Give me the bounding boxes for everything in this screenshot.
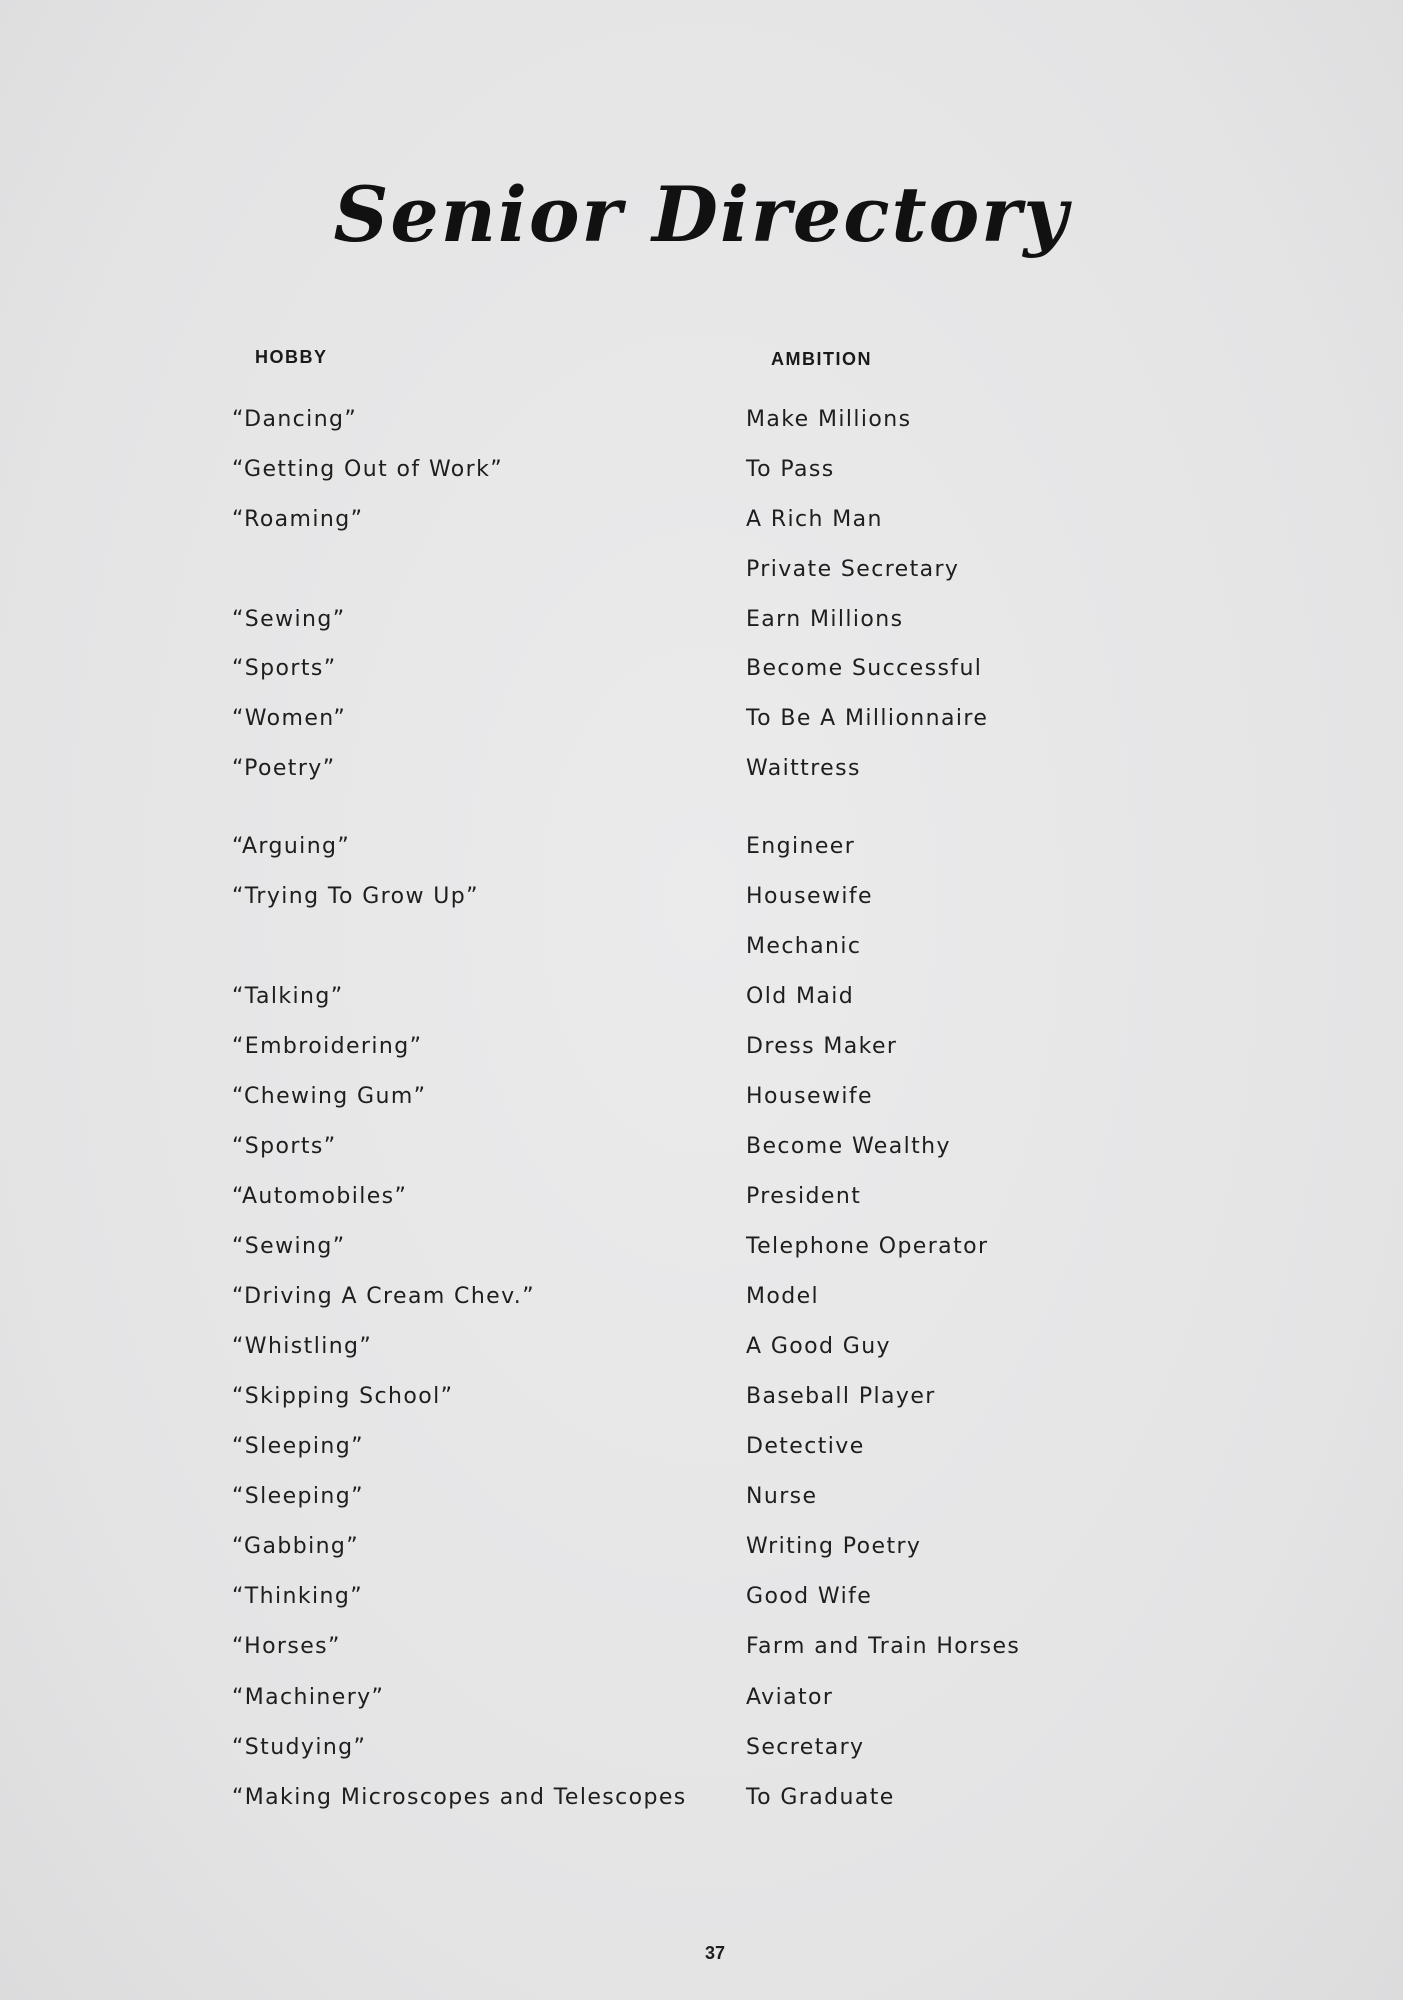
ambition-text: Housewife [746, 1084, 873, 1109]
ambition-text: Farm and Train Horses [746, 1634, 1021, 1659]
directory-row [0, 407, 1403, 447]
ambition-text: To Be A Millionnaire [746, 706, 989, 731]
hobby-text: “Automobiles” [232, 1184, 408, 1209]
hobby-text: “Arguing” [232, 834, 351, 859]
directory-row [0, 756, 1403, 796]
directory-row [0, 557, 1403, 597]
directory-row [0, 656, 1403, 696]
ambition-text: Engineer [746, 834, 856, 859]
directory-row [0, 884, 1403, 924]
ambition-text: Private Secretary [746, 557, 960, 582]
directory-row [0, 834, 1403, 874]
ambition-column-header: AMBITION [771, 349, 872, 369]
directory-row [0, 1134, 1403, 1174]
hobby-text: “Studying” [232, 1735, 367, 1760]
directory-row [0, 1434, 1403, 1474]
directory-row [0, 934, 1403, 974]
hobby-column-header: HOBBY [255, 347, 328, 367]
hobby-text: “Sewing” [232, 1234, 346, 1259]
hobby-text: “Gabbing” [232, 1534, 360, 1559]
ambition-text: Aviator [746, 1685, 834, 1710]
hobby-text: “Horses” [232, 1634, 341, 1659]
ambition-text: Secretary [746, 1735, 865, 1760]
ambition-text: Waittress [746, 756, 861, 781]
directory-row [0, 1384, 1403, 1424]
ambition-text: Dress Maker [746, 1034, 898, 1059]
hobby-text: “Women” [232, 706, 347, 731]
hobby-text: “Trying To Grow Up” [232, 884, 479, 909]
ambition-text: Earn Millions [746, 607, 904, 632]
directory-row [0, 457, 1403, 497]
directory-row [0, 706, 1403, 746]
ambition-text: President [746, 1184, 862, 1209]
ambition-text: A Good Guy [746, 1334, 891, 1359]
hobby-text: “Sports” [232, 1134, 337, 1159]
directory-row [0, 1785, 1403, 1825]
directory-row [0, 1484, 1403, 1524]
hobby-text: “Machinery” [232, 1685, 385, 1710]
directory-row [0, 1284, 1403, 1324]
ambition-text: Housewife [746, 884, 873, 909]
ambition-text: Model [746, 1284, 820, 1309]
hobby-text: “Thinking” [232, 1584, 363, 1609]
ambition-text: Telephone Operator [746, 1234, 989, 1259]
page-number: 37 [704, 1943, 726, 1963]
directory-row [0, 1184, 1403, 1224]
directory-row [0, 1084, 1403, 1124]
ambition-text: Mechanic [746, 934, 862, 959]
ambition-text: Become Successful [746, 656, 983, 681]
ambition-text: Writing Poetry [746, 1534, 922, 1559]
directory-row [0, 1034, 1403, 1074]
hobby-text: “Skipping School” [232, 1384, 454, 1409]
ambition-text: Make Millions [746, 407, 912, 432]
hobby-text: “Chewing Gum” [232, 1084, 427, 1109]
directory-row [0, 607, 1403, 647]
directory-row [0, 1534, 1403, 1574]
ambition-text: A Rich Man [746, 507, 883, 532]
directory-row [0, 984, 1403, 1024]
directory-row [0, 1584, 1403, 1624]
ambition-text: Good Wife [746, 1584, 873, 1609]
hobby-text: “Driving A Cream Chev.” [232, 1284, 535, 1309]
ambition-text: To Pass [746, 457, 835, 482]
hobby-text: “Whistling” [232, 1334, 373, 1359]
hobby-text: “Dancing” [232, 407, 358, 432]
ambition-text: To Graduate [746, 1785, 895, 1810]
directory-row [0, 1334, 1403, 1374]
hobby-text: “Making Microscopes and Telescopes [232, 1785, 687, 1810]
directory-row [0, 1735, 1403, 1775]
directory-row [0, 1234, 1403, 1274]
ambition-text: Baseball Player [746, 1384, 936, 1409]
ambition-text: Become Wealthy [746, 1134, 951, 1159]
hobby-text: “Poetry” [232, 756, 336, 781]
hobby-text: “Sewing” [232, 607, 346, 632]
ambition-text: Old Maid [746, 984, 855, 1009]
directory-row [0, 1634, 1403, 1674]
hobby-text: “Getting Out of Work” [232, 457, 504, 482]
directory-row [0, 507, 1403, 547]
hobby-text: “Sleeping” [232, 1484, 364, 1509]
hobby-text: “Sleeping” [232, 1434, 364, 1459]
hobby-text: “Roaming” [232, 507, 364, 532]
hobby-text: “Sports” [232, 656, 337, 681]
ambition-text: Nurse [746, 1484, 818, 1509]
hobby-text: “Talking” [232, 984, 344, 1009]
hobby-text: “Embroidering” [232, 1034, 423, 1059]
ambition-text: Detective [746, 1434, 865, 1459]
directory-row [0, 1685, 1403, 1725]
page-title: Senior Directory [333, 170, 1070, 259]
